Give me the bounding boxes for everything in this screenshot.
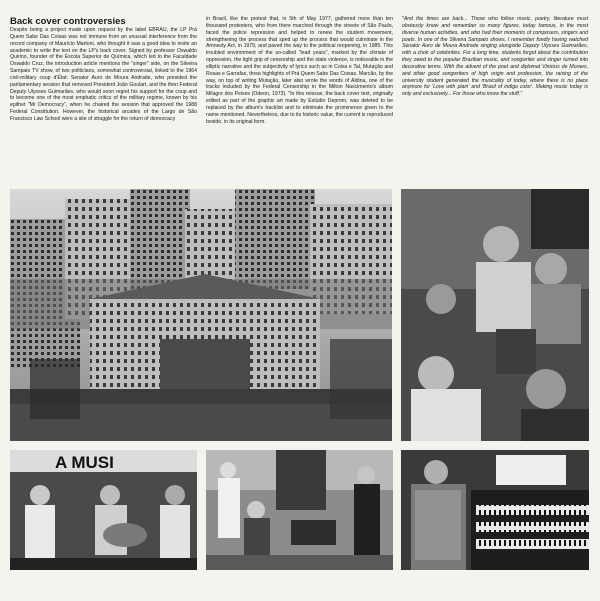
quote-text-col3: "And the times are back... Those who follow music, poetry, literature must obviously know and remember so many figures, today famous, in the most diverse human activities, and who had their moments of composers, singers and poets. In one of the Silveira Sampaio shows, I remember fondly having watched Senator Auro de Moura Andrade singing alongside Deputy Ulysses Guimarães, with a choir of celebrities. For a long time, students forgot about the contribution they owed to the popular Brazilian music, and songwriter and singer turned into decorative terms. With the advent of the poet and diplomat Vinicius de Moraes, and other good songwriters of high origin and profession, the raising of the university student generated the musicality of today, where there is no place anymore for 'Love with plain' and 'Brasil of indigo color'. Making music today is only and exclusively... For those who know the stuff." <box>402 16 588 98</box>
article-column-1 <box>10 16 197 123</box>
article-heading: Back cover controversies <box>10 16 126 27</box>
article-text-col2: in Brazil, like the protest that, in 5th of May 1977, gathered more than ten thousand protesters, who from there marched through the streets of São Paulo, faced the police repression and helped to renew the student movement, strengthening the process that sped up the process that would culminate in the Amnesty Act, in 1979, and paved the way to the political reopening, in 1985. This troubled environment of the so-called "lead years", marked by the climate of oppression, the tight grip of censorship and the state violence, is noticeable in the elliptic narrative and the subjectivity of lyrics such as in Coisa e Tal, Mutação and Rosas e Garrafas, three highlights of Prá Quem Sabe Das Coisas. Marcão, by the way, on top of writing Mutação, later also wrote the words of Aldina, one of the tracks included by the Federal Censorship in the Milton Nascimento's album Milagre dos Peixes (Odeon, 1973). "In this reissue, the back cover text, originally edited as part of the graphic art made by Estúdio Deprom, was deleted to be replaced by the album's tracklist and to eliminate the prominence given to the name mentioned. Nevertheless, due to its historic value, the current is reproduced beside, in its original form. <box>206 16 393 125</box>
article-text-col1: Despite being a project made upon request by the label EBRAU, the LP Prá Quem Sabe Das Coisas was not immune from an unusual interference from the record company of Maurício Martoni, who thought it was a good idea to invite an academic to write the text on the LP's back cover. Signed by professor Oswaldo Quirino, founder of the Escola Superior de Química, which led to the Faculdade Oswaldo Cruz, the introduction article mentions the "singer" side, on the Silveira Sampaio TV show, of two politicians, somewhat controversial, linked to the 1964 civil-military coup d'État: Senator Auro de Moura Andrade, who presided the parliamentary session that removed President João Goulart, and the then Federal Deputy Ulysses Guimarães, who would soon regret his support for the coup and to become one of the most emphatic critics of the military regime, known by his epithet "Mr Democracy", when he chaired the session that approved the 1988 Federal Constitution. However, the historical arcades of the Largo de São Francisco Law School were a site of struggle for the return of democracy <box>10 27 197 122</box>
stage-photo-2 <box>206 450 393 570</box>
stage-photo-1 <box>10 450 197 570</box>
organ-photo <box>401 450 589 570</box>
stage-banner-text: A MUSI <box>55 453 114 472</box>
group-photo <box>401 189 589 441</box>
building-photo <box>10 189 392 441</box>
article-column-3 <box>402 16 588 98</box>
article-column-2 <box>206 16 393 126</box>
